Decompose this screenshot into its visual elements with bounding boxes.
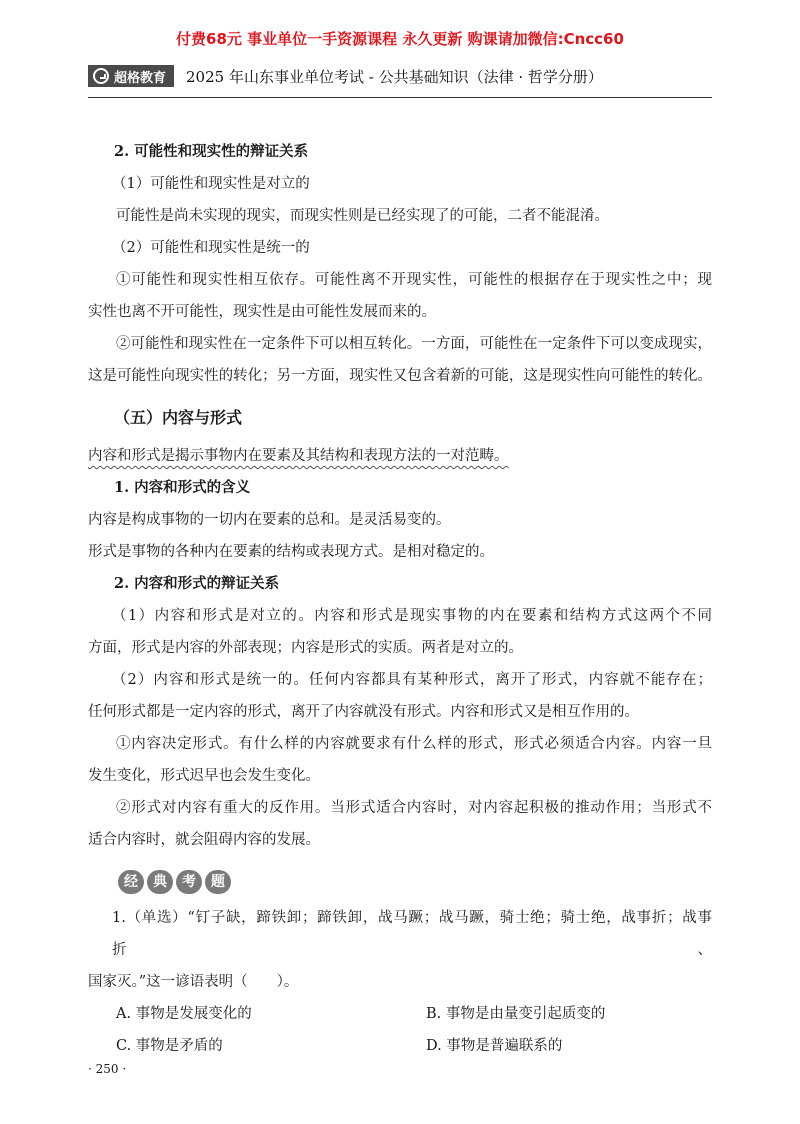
subsection-heading: 2. 内容和形式的辩证关系: [114, 575, 280, 592]
page-number: · 250 ·: [88, 1062, 127, 1076]
definition-text: 内容和形式是揭示事物内在要素及其结构和表现方法的一对范畴。: [88, 448, 509, 464]
logo-text: 超格教育: [114, 70, 167, 86]
subsection-heading: 1. 内容和形式的含义: [114, 479, 251, 496]
badge-char: 题: [205, 870, 231, 894]
question-line: 1.（单选）“钉子缺，蹄铁卸；蹄铁卸，战马蹶；战马蹶，骑士绝；骑士绝，战事折；战事折、: [112, 910, 712, 958]
paragraph-line: 发生变化，形式迟早也会发生变化。: [88, 768, 320, 784]
paragraph-line: 这是可能性向现实性的转化；另一方面，现实性又包含着新的可能，这是现实性向可能性的转化。: [88, 368, 712, 384]
paragraph-line: （2）内容和形式是统一的。任何内容都具有某种形式，离开了形式，内容就不能存在；: [112, 672, 712, 688]
option-a: A. 事物是发展变化的: [116, 1006, 252, 1022]
section-title: （五）内容与形式: [114, 408, 243, 427]
paragraph-line: 实性也离不开可能性，现实性是由可能性发展而来的。: [88, 304, 436, 320]
page-header: [88, 63, 712, 89]
paragraph-line: ①可能性和现实性相互依存。可能性离不开现实性，可能性的根据存在于现实性之中；现: [116, 272, 712, 288]
paragraph: 内容是构成事物的一切内在要素的总和。是灵活易变的。: [88, 512, 451, 528]
paragraph-line: ②形式对内容有重大的反作用。当形式适合内容时，对内容起积极的推动作用；当形式不: [116, 800, 712, 816]
question-line: 国家灭。”这一谚语表明（ ）。: [88, 974, 299, 990]
badge-char: 考: [176, 870, 202, 894]
page-body: [88, 136, 712, 1062]
logo-icon: [93, 68, 109, 84]
paragraph-line: ①内容决定形式。有什么样的内容就要求有什么样的形式，形式必须适合内容。内容一旦: [116, 736, 712, 752]
paragraph-label: （2）可能性和现实性是统一的: [112, 240, 310, 256]
paragraph-line: 方面，形式是内容的外部表现；内容是形式的实质。两者是对立的。: [88, 640, 523, 656]
paragraph-line: ②可能性和现实性在一定条件下可以相互转化。一方面，可能性在一定条件下可以变成现实，: [116, 336, 712, 352]
badge-char: 典: [147, 870, 173, 894]
publisher-logo: [88, 65, 174, 87]
paragraph-line: 适合内容时，就会阻碍内容的发展。: [88, 832, 320, 848]
option-d: D. 事物是普遍联系的: [426, 1038, 563, 1054]
paragraph: 形式是事物的各种内在要素的结构或表现方式。是相对稳定的。: [88, 544, 494, 560]
badge-char: 经: [118, 870, 144, 894]
promo-banner: 付费68元 事业单位一手资源课程 永久更新 购课请加微信:Cncc60: [176, 30, 624, 48]
book-title: 2025 年山东事业单位考试 - 公共基础知识（法律 · 哲学分册）: [186, 67, 603, 86]
paragraph: 可能性是尚未实现的现实，而现实性则是已经实现了的可能，二者不能混淆。: [116, 208, 609, 224]
option-c: C. 事物是矛盾的: [116, 1038, 223, 1054]
subsection-heading: 2. 可能性和现实性的辩证关系: [114, 143, 309, 160]
answer-options: [88, 998, 712, 1062]
classic-questions-badge: [88, 866, 712, 898]
option-b: B. 事物是由量变引起质变的: [426, 1006, 606, 1022]
paragraph-line: 任何形式都是一定内容的形式，离开了内容就没有形式。内容和形式又是相互作用的。: [88, 704, 639, 720]
paragraph-line: （1）内容和形式是对立的。内容和形式是现实事物的内在要素和结构方式这两个不同: [112, 608, 712, 624]
header-divider: [88, 97, 712, 98]
paragraph-label: （1）可能性和现实性是对立的: [112, 176, 310, 192]
